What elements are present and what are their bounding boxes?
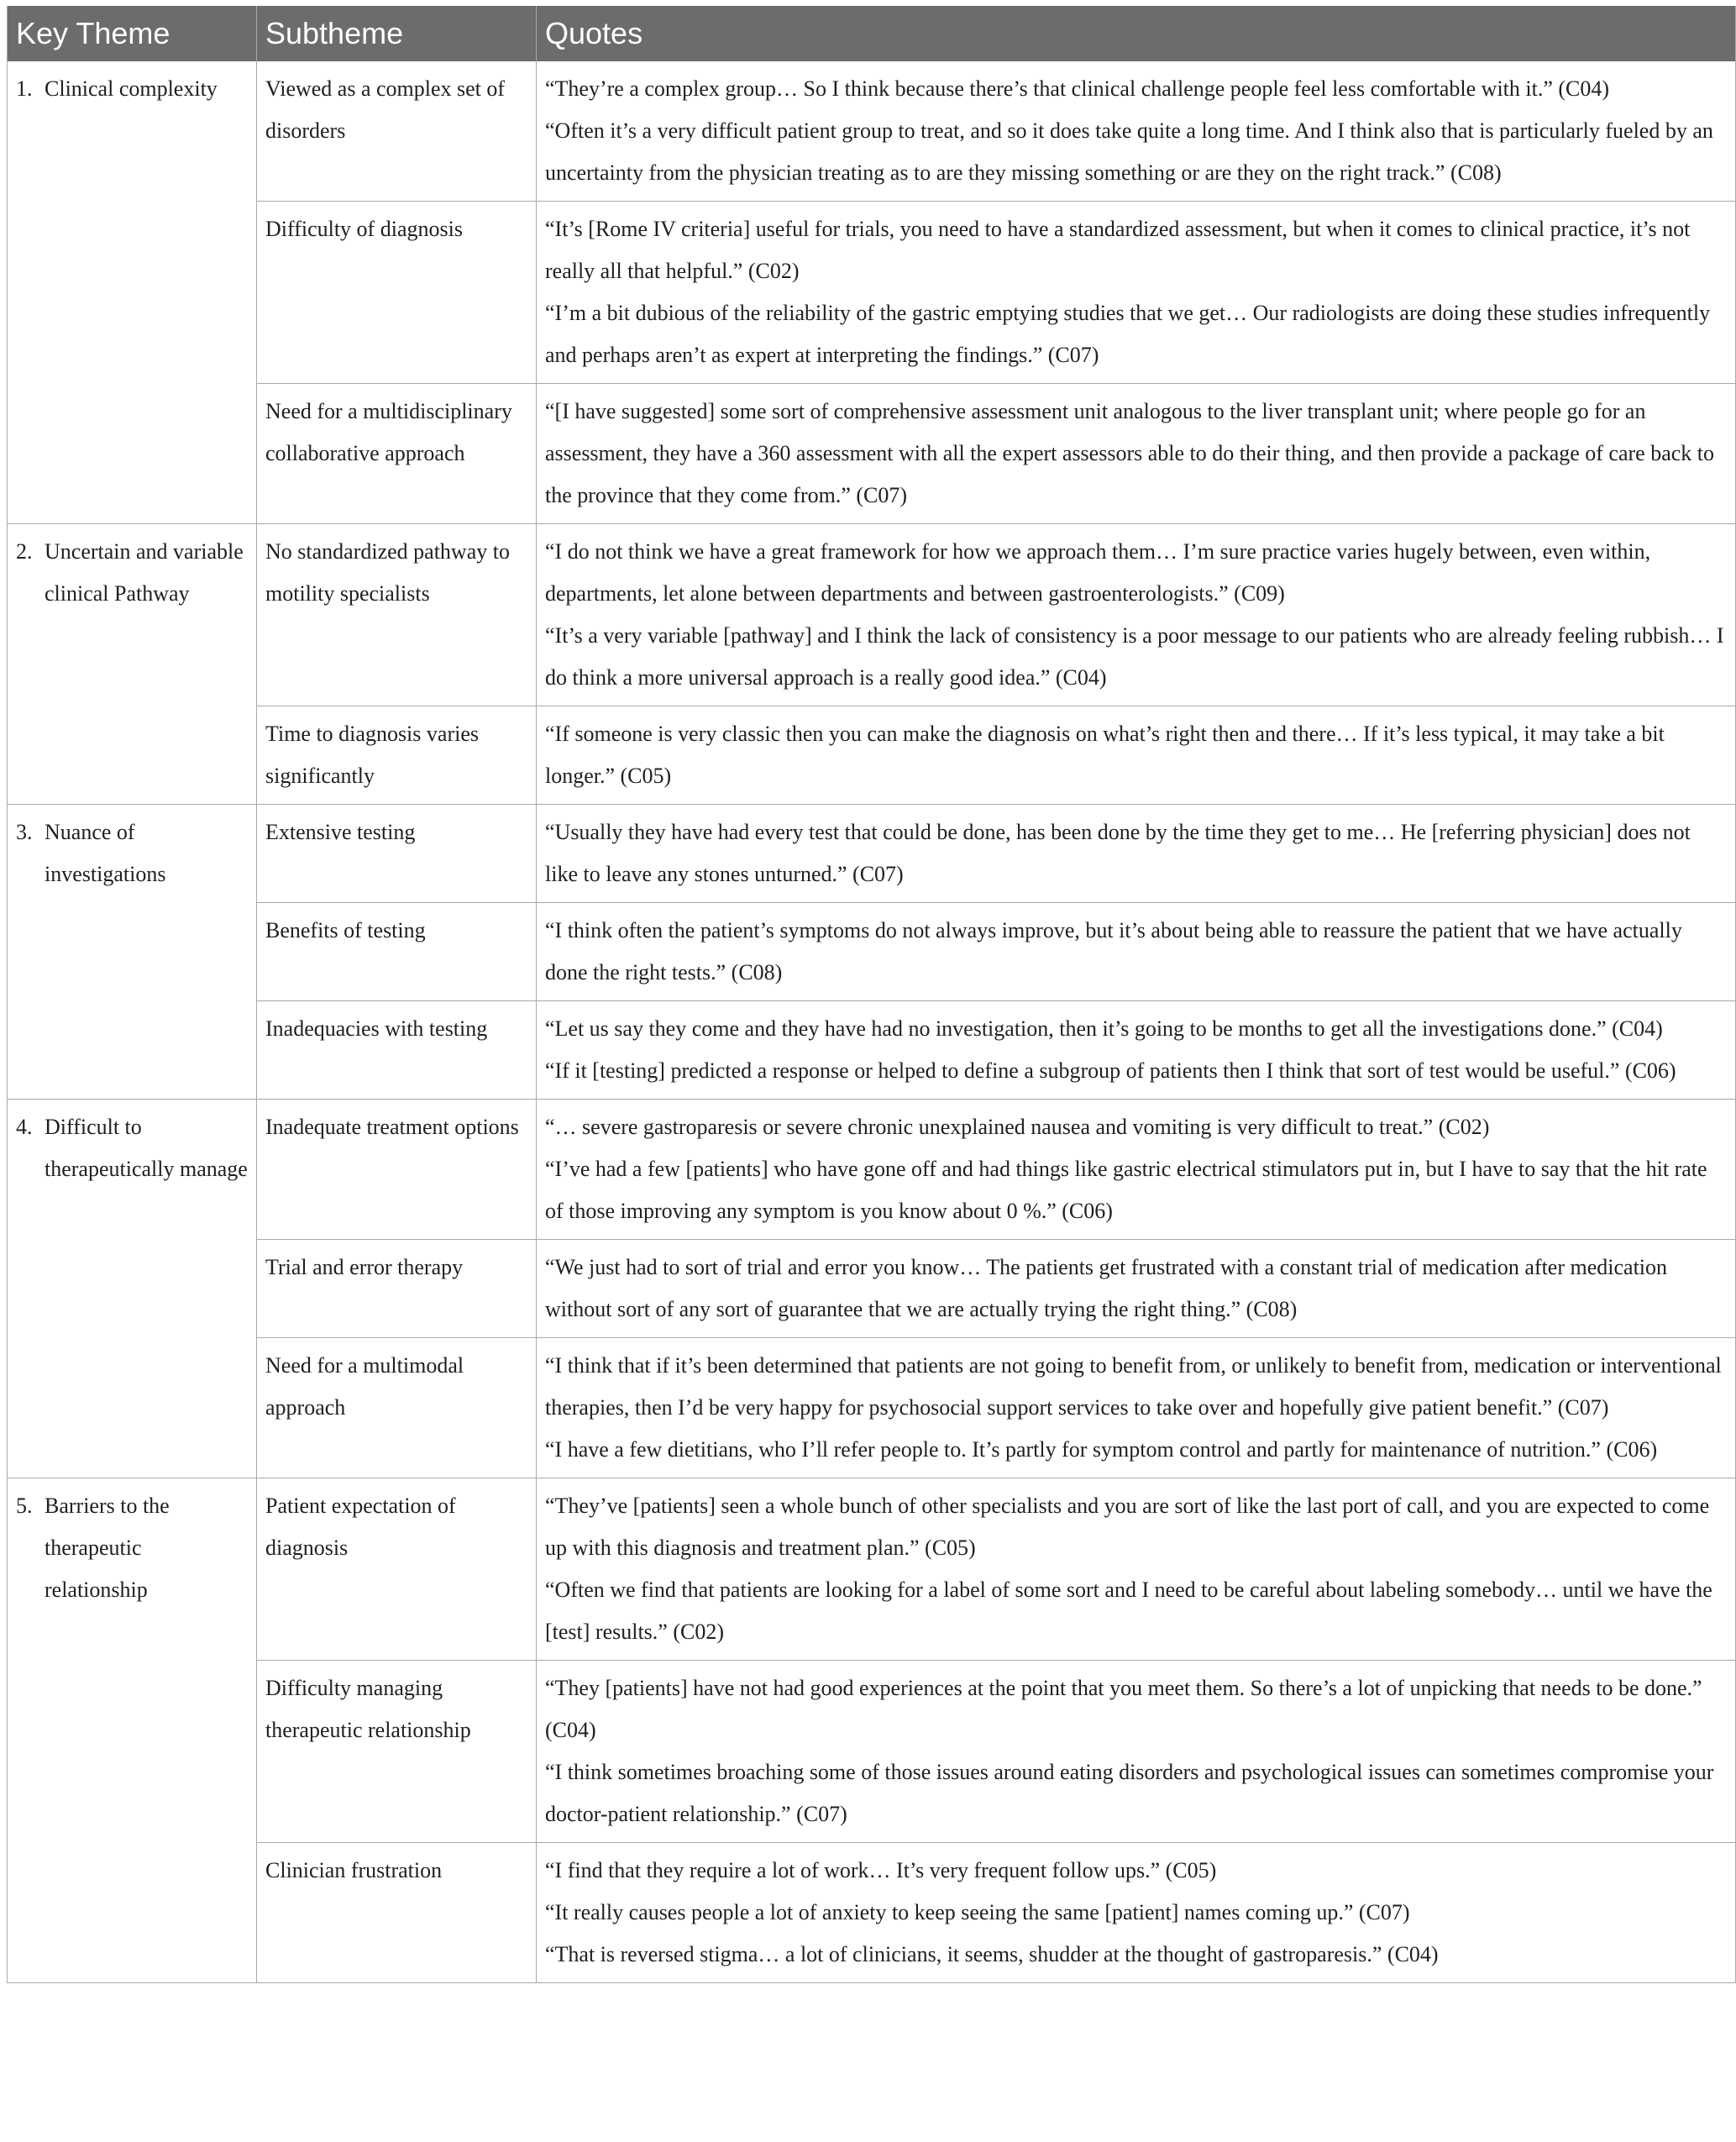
table-body: [8, 61, 1736, 1983]
subtheme-cell: Clinician frustration: [257, 1843, 537, 1983]
table-row: [8, 1001, 1736, 1100]
subtheme-cell: Benefits of testing: [257, 903, 537, 1001]
quote-text: “That is reversed stigma… a lot of clinicians, it seems, shudder at the thought of gastroparesis.” (C04): [545, 1942, 1439, 1966]
quote-text: “Let us say they come and they have had no investigation, then it’s going to be months to get all the investigations done.” (C04): [545, 1016, 1663, 1041]
subtheme-cell: Inadequacies with testing: [257, 1001, 537, 1100]
key-theme-name: Nuance of investigations: [45, 820, 166, 886]
key-theme-cell: [8, 61, 257, 524]
quote-text: “I think sometimes broaching some of those issues around eating disorders and psychological issues can sometimes compromise your doctor-patient relationship.” (C07): [545, 1760, 1714, 1826]
quotes-cell: [537, 1478, 1736, 1661]
quote-text: “It’s a very variable [pathway] and I think the lack of consistency is a poor message to our patients who are already feeling rubbish… I do think a more universal approach is a really good idea.” (C04): [545, 623, 1724, 690]
quotes-cell: [537, 1100, 1736, 1240]
table-row: [8, 706, 1736, 805]
subtheme-cell: Time to diagnosis varies significantly: [257, 706, 537, 805]
table-header: [8, 6, 1736, 61]
quotes-cell: [537, 61, 1736, 202]
subtheme-cell: Trial and error therapy: [257, 1240, 537, 1338]
key-theme: [16, 531, 248, 615]
quotes-cell: [537, 903, 1736, 1001]
subtheme-cell: Need for a multimodal approach: [257, 1338, 537, 1478]
quote-text: “It’s [Rome IV criteria] useful for trials, you need to have a standardized assessment, but when it comes to clinical practice, it’s not really all that helpful.” (C02): [545, 217, 1691, 283]
key-theme: [16, 1106, 248, 1190]
key-theme-name: Difficult to therapeutically manage: [45, 1115, 248, 1181]
subtheme-cell: No standardized pathway to motility specialists: [257, 524, 537, 706]
table-row: [8, 202, 1736, 384]
quote-text: “I find that they require a lot of work… It’s very frequent follow ups.” (C05): [545, 1858, 1217, 1882]
quote-text: “They’ve [patients] seen a whole bunch of other specialists and you are sort of like the last port of call, and you are expected to come up with this diagnosis and treatment plan.” (C05): [545, 1494, 1710, 1560]
quotes-cell: [537, 202, 1736, 384]
key-theme-name: Barriers to the therapeutic relationship: [45, 1494, 170, 1602]
quote-text: “We just had to sort of trial and error you know… The patients get frustrated with a constant trial of medication after medication without sort of any sort of guarantee that we are actually trying the right thing.” (C08): [545, 1255, 1668, 1321]
quote-text: “They [patients] have not had good experiences at the point that you meet them. So there’s a lot of unpicking that needs to be done.” (C04): [545, 1676, 1702, 1742]
quote-text: “They’re a complex group… So I think because there’s that clinical challenge people feel less comfortable with it.” (C04): [545, 76, 1610, 101]
quote-text: “I think that if it’s been determined that patients are not going to benefit from, or unlikely to benefit from, medication or interventional therapies, then I’d be very happy for psychosocial support services to take over and hopefully give patient benefit.” (C07): [545, 1353, 1722, 1420]
quotes-cell: [537, 805, 1736, 903]
quotes-cell: [537, 524, 1736, 706]
quotes-cell: [537, 1843, 1736, 1983]
quotes-cell: [537, 1240, 1736, 1338]
key-theme: [16, 68, 248, 110]
quote-text: “I think often the patient’s symptoms do not always improve, but it’s about being able to reassure the patient that we have actually done the right tests.” (C08): [545, 918, 1682, 984]
table-row: [8, 1100, 1736, 1240]
quote-text: “Often it’s a very difficult patient group to treat, and so it does take quite a long time. And I think also that is particularly fueled by an uncertainty from the physician treating as to are they missing something or are they on the right track.” (C08): [545, 118, 1713, 185]
quotes-cell: [537, 384, 1736, 524]
key-theme-name: Clinical complexity: [45, 76, 218, 101]
quote-text: “If it [testing] predicted a response or helped to define a subgroup of patients then I think that sort of test would be useful.” (C06): [545, 1058, 1676, 1083]
quote-text: “I’m a bit dubious of the reliability of the gastric emptying studies that we get… Our radiologists are doing these studies infrequently and perhaps aren’t as expert at interpreting the findings.” (C07): [545, 301, 1711, 367]
quote-text: “I’ve had a few [patients] who have gone off and had things like gastric electrical stimulators put in, but I have to say that the hit rate of those improving any symptom is you know about 0 %.” (C06): [545, 1157, 1707, 1223]
table-row: [8, 1338, 1736, 1478]
key-theme-number: 3.: [16, 820, 33, 844]
quotes-cell: [537, 1661, 1736, 1843]
quote-text: “It really causes people a lot of anxiety to keep seeing the same [patient] names coming up.” (C07): [545, 1900, 1410, 1924]
quote-text: “I do not think we have a great framework for how we approach them… I’m sure practice varies hugely between, even within, departments, let alone between departments and between gastroenterologists.” (C09): [545, 539, 1651, 606]
key-theme-cell: [8, 1478, 257, 1983]
quote-text: “[I have suggested] some sort of comprehensive assessment unit analogous to the liver transplant unit; where people go for an assessment, they have a 360 assessment with all the expert assessors able to do their thing, and then provide a package of care back to the province that they come from.” (C07): [545, 399, 1715, 507]
key-theme-number: 4.: [16, 1115, 33, 1139]
subtheme-cell: Patient expectation of diagnosis: [257, 1478, 537, 1661]
table-row: [8, 61, 1736, 202]
table-row: [8, 1240, 1736, 1338]
key-theme: [16, 1485, 248, 1611]
table-row: [8, 524, 1736, 706]
table-row: [8, 1478, 1736, 1661]
header-subtheme: Subtheme: [257, 6, 537, 61]
key-theme: [16, 811, 248, 895]
subtheme-cell: Viewed as a complex set of disorders: [257, 61, 537, 202]
header-row: [8, 6, 1736, 61]
quotes-cell: [537, 706, 1736, 805]
key-theme-cell: [8, 1100, 257, 1478]
quote-text: “Often we find that patients are looking for a label of some sort and I need to be careful about labeling somebody… until we have the [test] results.” (C02): [545, 1578, 1712, 1644]
key-theme-cell: [8, 805, 257, 1100]
subtheme-cell: Difficulty of diagnosis: [257, 202, 537, 384]
subtheme-cell: Extensive testing: [257, 805, 537, 903]
table-row: [8, 1661, 1736, 1843]
quote-text: “If someone is very classic then you can make the diagnosis on what’s right then and there… If it’s less typical, it may take a bit longer.” (C05): [545, 722, 1665, 788]
quotes-cell: [537, 1338, 1736, 1478]
header-key-theme: Key Theme: [8, 6, 257, 61]
quotes-cell: [537, 1001, 1736, 1100]
subtheme-cell: Difficulty managing therapeutic relationship: [257, 1661, 537, 1843]
subtheme-cell: Inadequate treatment options: [257, 1100, 537, 1240]
table-row: [8, 903, 1736, 1001]
key-theme-number: 2.: [16, 539, 33, 564]
key-theme-number: 1.: [16, 76, 33, 101]
table-row: [8, 1843, 1736, 1983]
key-theme-cell: [8, 524, 257, 805]
header-quotes: Quotes: [537, 6, 1736, 61]
quote-text: “… severe gastroparesis or severe chronic unexplained nausea and vomiting is very difficult to treat.” (C02): [545, 1115, 1490, 1139]
themes-table: [7, 6, 1736, 1983]
key-theme-number: 5.: [16, 1494, 33, 1518]
themes-table-container: [7, 6, 1735, 1983]
table-row: [8, 805, 1736, 903]
subtheme-cell: Need for a multidisciplinary collaborative approach: [257, 384, 537, 524]
table-row: [8, 384, 1736, 524]
quote-text: “I have a few dietitians, who I’ll refer people to. It’s partly for symptom control and partly for maintenance of nutrition.” (C06): [545, 1437, 1658, 1462]
quote-text: “Usually they have had every test that could be done, has been done by the time they get to me… He [referring physician] does not like to leave any stones unturned.” (C07): [545, 820, 1691, 886]
key-theme-name: Uncertain and variable clinical Pathway: [45, 539, 244, 606]
